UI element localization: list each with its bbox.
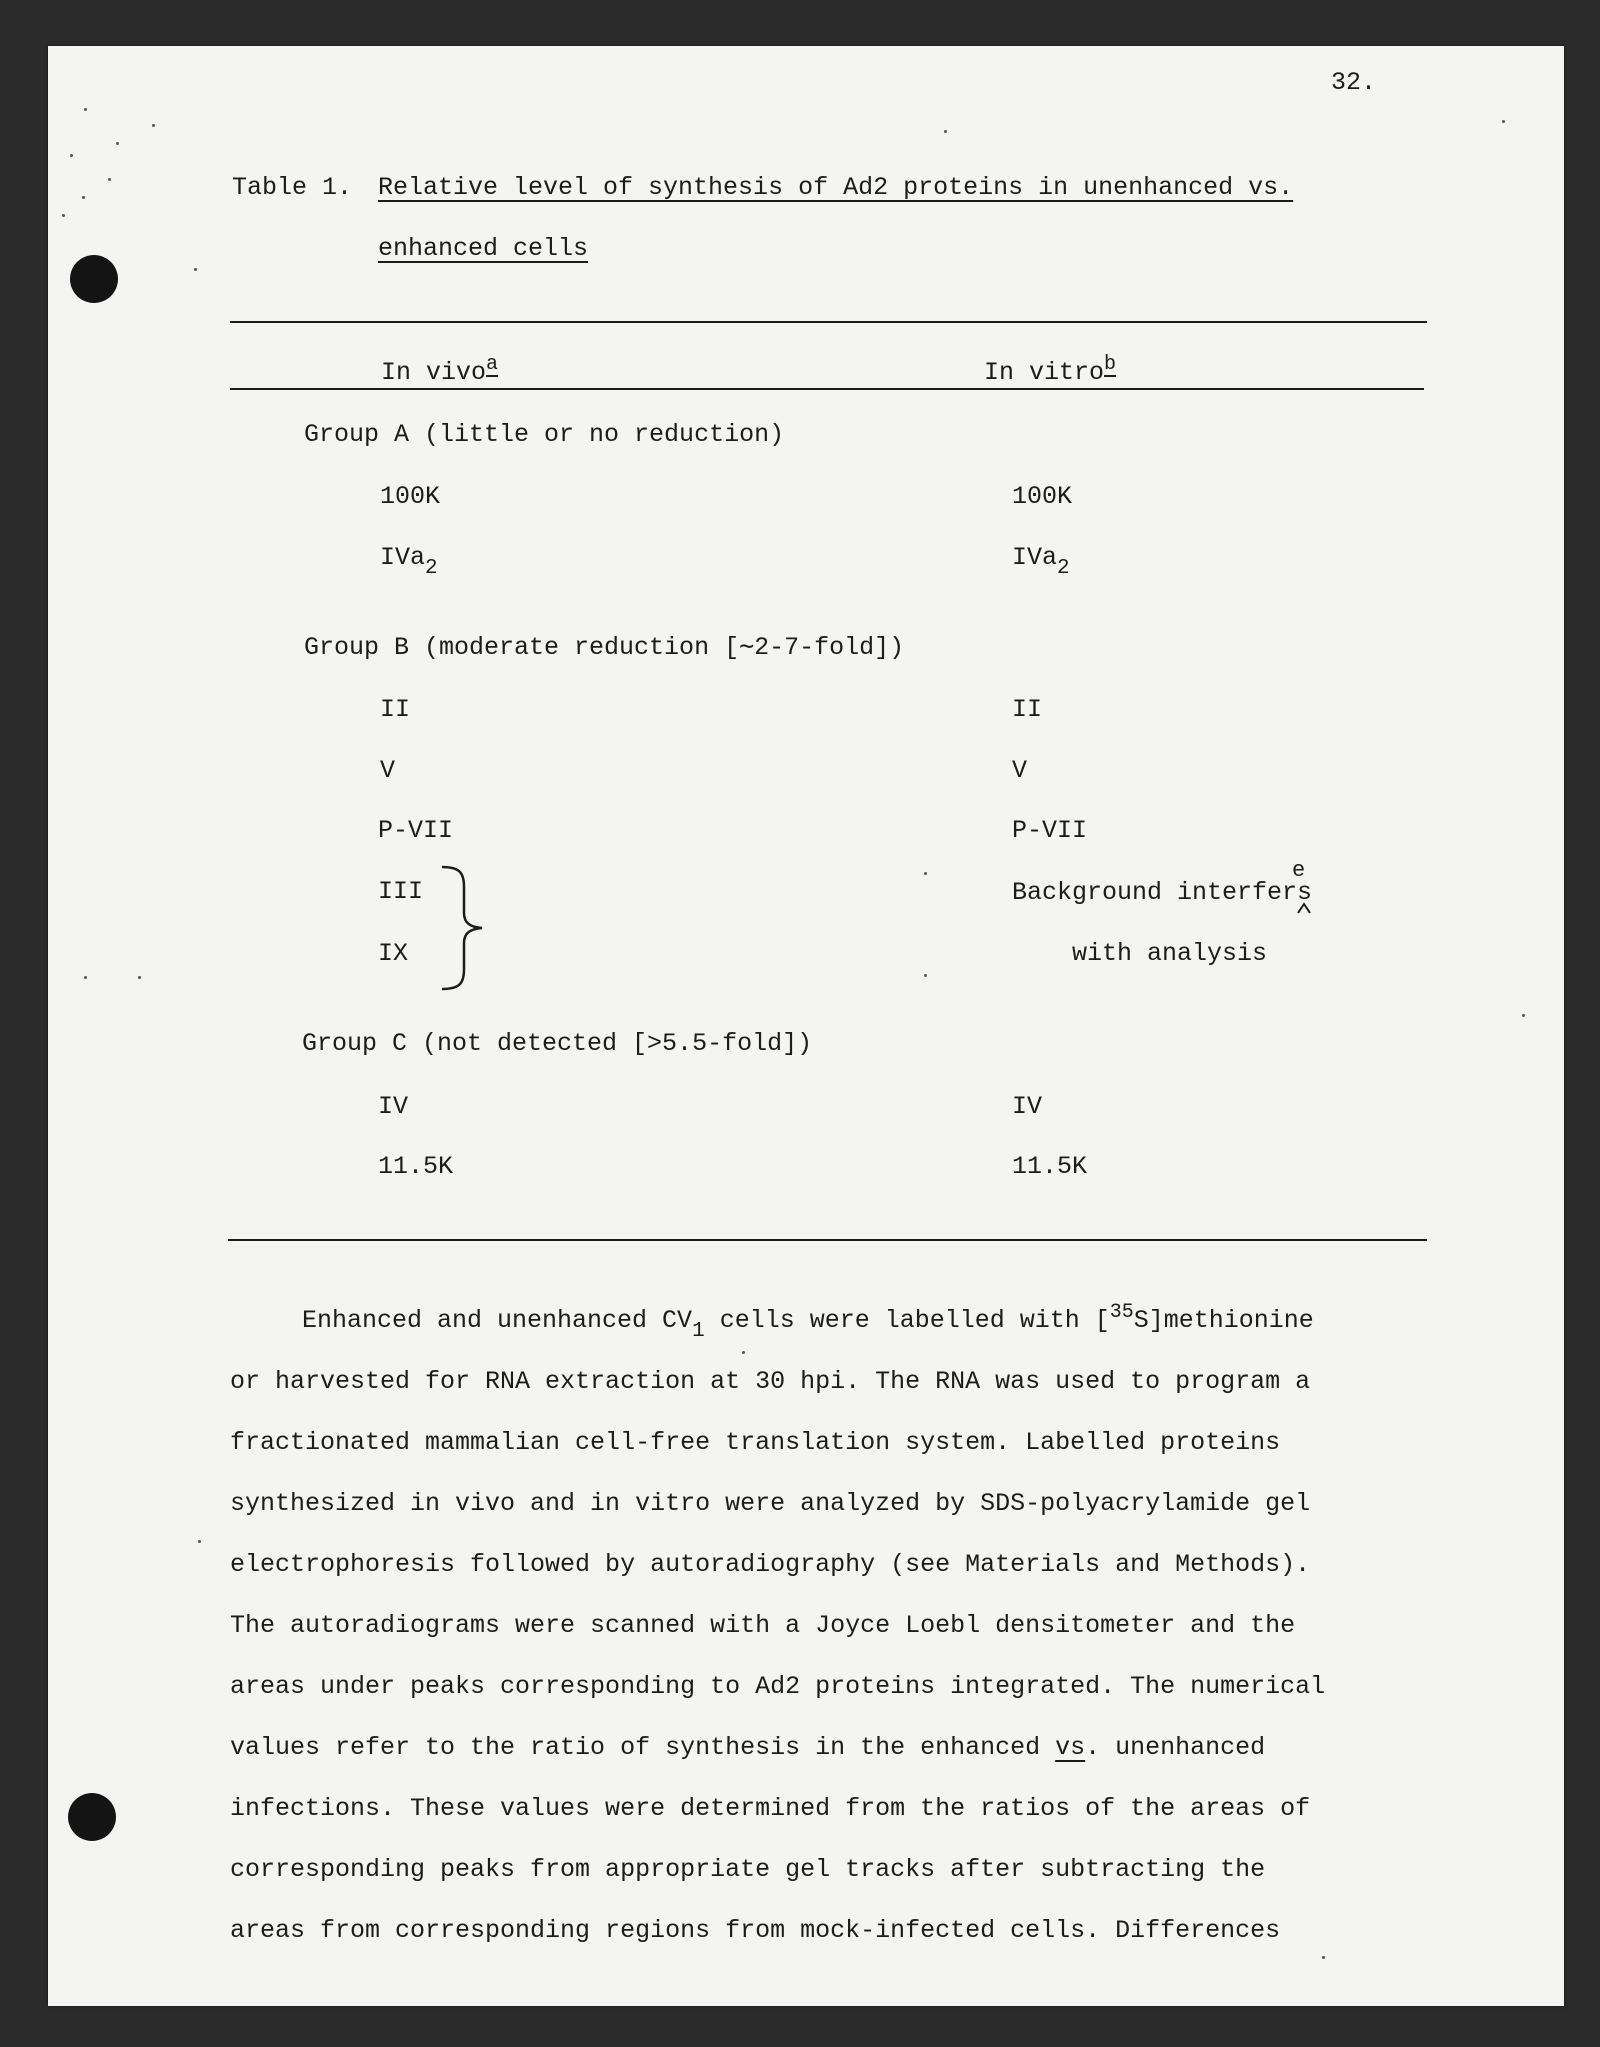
speck — [138, 976, 141, 979]
table-label: Table 1. — [232, 173, 353, 202]
table-top-rule — [230, 321, 1427, 323]
paragraph-line: fractionated mammalian cell-free translation system. Labelled proteins — [230, 1428, 1281, 1457]
speck — [924, 974, 927, 977]
paragraph-line: values refer to the ratio of synthesis in the enhanced vs. unenhanced — [230, 1733, 1266, 1762]
speck — [1502, 120, 1505, 123]
group-a-label: Group A (little or no reduction) — [304, 420, 785, 449]
speck — [194, 268, 197, 271]
speck — [1522, 1014, 1525, 1017]
caret-mark — [1296, 902, 1312, 914]
group-b-vivo-iii: III — [378, 877, 424, 906]
group-c-vitro-iv: IV — [1012, 1092, 1043, 1121]
speck — [116, 142, 119, 145]
paragraph-line: areas under peaks corresponding to Ad2 proteins integrated. The numerical — [230, 1672, 1326, 1701]
speck — [108, 178, 111, 181]
handwritten-insert-e: e — [1292, 858, 1306, 883]
group-b-label: Group B (moderate reduction [∼2-7-fold]) — [304, 633, 905, 662]
paragraph-line: corresponding peaks from appropriate gel tracks after subtracting the — [230, 1855, 1266, 1884]
group-c-vitro-11-5k: 11.5K — [1012, 1152, 1088, 1181]
group-b-vitro-p-vii: P-VII — [1012, 816, 1088, 845]
group-b-vivo-p-vii: P-VII — [378, 816, 454, 845]
paragraph-line: or harvested for RNA extraction at 30 hpi. The RNA was used to program a — [230, 1367, 1311, 1396]
background-note-line-1: Background interfers — [1012, 878, 1313, 907]
right-brace — [438, 863, 488, 993]
group-a-vitro-100k: 100K — [1012, 482, 1073, 511]
speck — [198, 1540, 201, 1543]
group-b-vitro-ii: II — [1012, 695, 1043, 724]
group-b-vivo-v: V — [380, 756, 396, 785]
group-b-vivo-ii: II — [380, 695, 411, 724]
footnote-marker-a: a — [486, 353, 499, 376]
punch-hole-bottom — [68, 1793, 116, 1841]
table-footnote-paragraph — [230, 1290, 1360, 1961]
column-header-in-vivo: In vivo$^a$ — [381, 353, 499, 387]
table-title-line-2: enhanced cells — [378, 234, 589, 263]
speck — [924, 872, 927, 875]
page-number: 32. — [1331, 68, 1377, 97]
paragraph-line: synthesized in vivo and in vitro were analyzed by SDS-polyacrylamide gel — [230, 1489, 1311, 1518]
paragraph-line: infections. These values were determined from the ratios of the areas of — [230, 1794, 1311, 1823]
group-c-vivo-iv: IV — [378, 1092, 409, 1121]
column-header-in-vitro: In vitro$^b$ — [984, 353, 1117, 387]
group-b-vitro-v: V — [1012, 756, 1028, 785]
speck — [62, 214, 65, 217]
speck — [152, 124, 155, 127]
paragraph-line: areas from corresponding regions from mock-infected cells. Differences — [230, 1916, 1281, 1945]
speck — [84, 976, 87, 979]
paragraph-line: Enhanced and unenhanced $CV_1$ cells were labelled with [$^{35}$S]methionine — [302, 1301, 1314, 1343]
table-header-rule — [230, 388, 1424, 390]
paragraph-line: The autoradiograms were scanned with a Joyce Loebl densitometer and the — [230, 1611, 1296, 1640]
speck — [84, 108, 87, 111]
speck — [82, 196, 85, 199]
group-a-vivo-100k: 100K — [380, 482, 441, 511]
table-bottom-rule — [228, 1239, 1427, 1241]
speck — [70, 154, 73, 157]
group-b-vivo-ix: IX — [378, 939, 409, 968]
punch-hole-top — [70, 255, 118, 303]
background-note-line-2: with analysis — [1072, 939, 1268, 968]
group-a-vitro-iva2: IVa$_2$ — [1012, 543, 1070, 580]
group-a-vivo-iva2: IVa$_2$ — [380, 543, 438, 580]
paragraph-line: electrophoresis followed by autoradiography (see Materials and Methods). — [230, 1550, 1311, 1579]
group-c-vivo-11-5k: 11.5K — [378, 1152, 454, 1181]
footnote-marker-b: b — [1104, 353, 1117, 376]
group-c-label: Group C (not detected [>5.5-fold]) — [302, 1029, 813, 1058]
speck — [944, 130, 947, 133]
table-title-line-1: Relative level of synthesis of Ad2 proteins in unenhanced vs. — [378, 173, 1294, 202]
